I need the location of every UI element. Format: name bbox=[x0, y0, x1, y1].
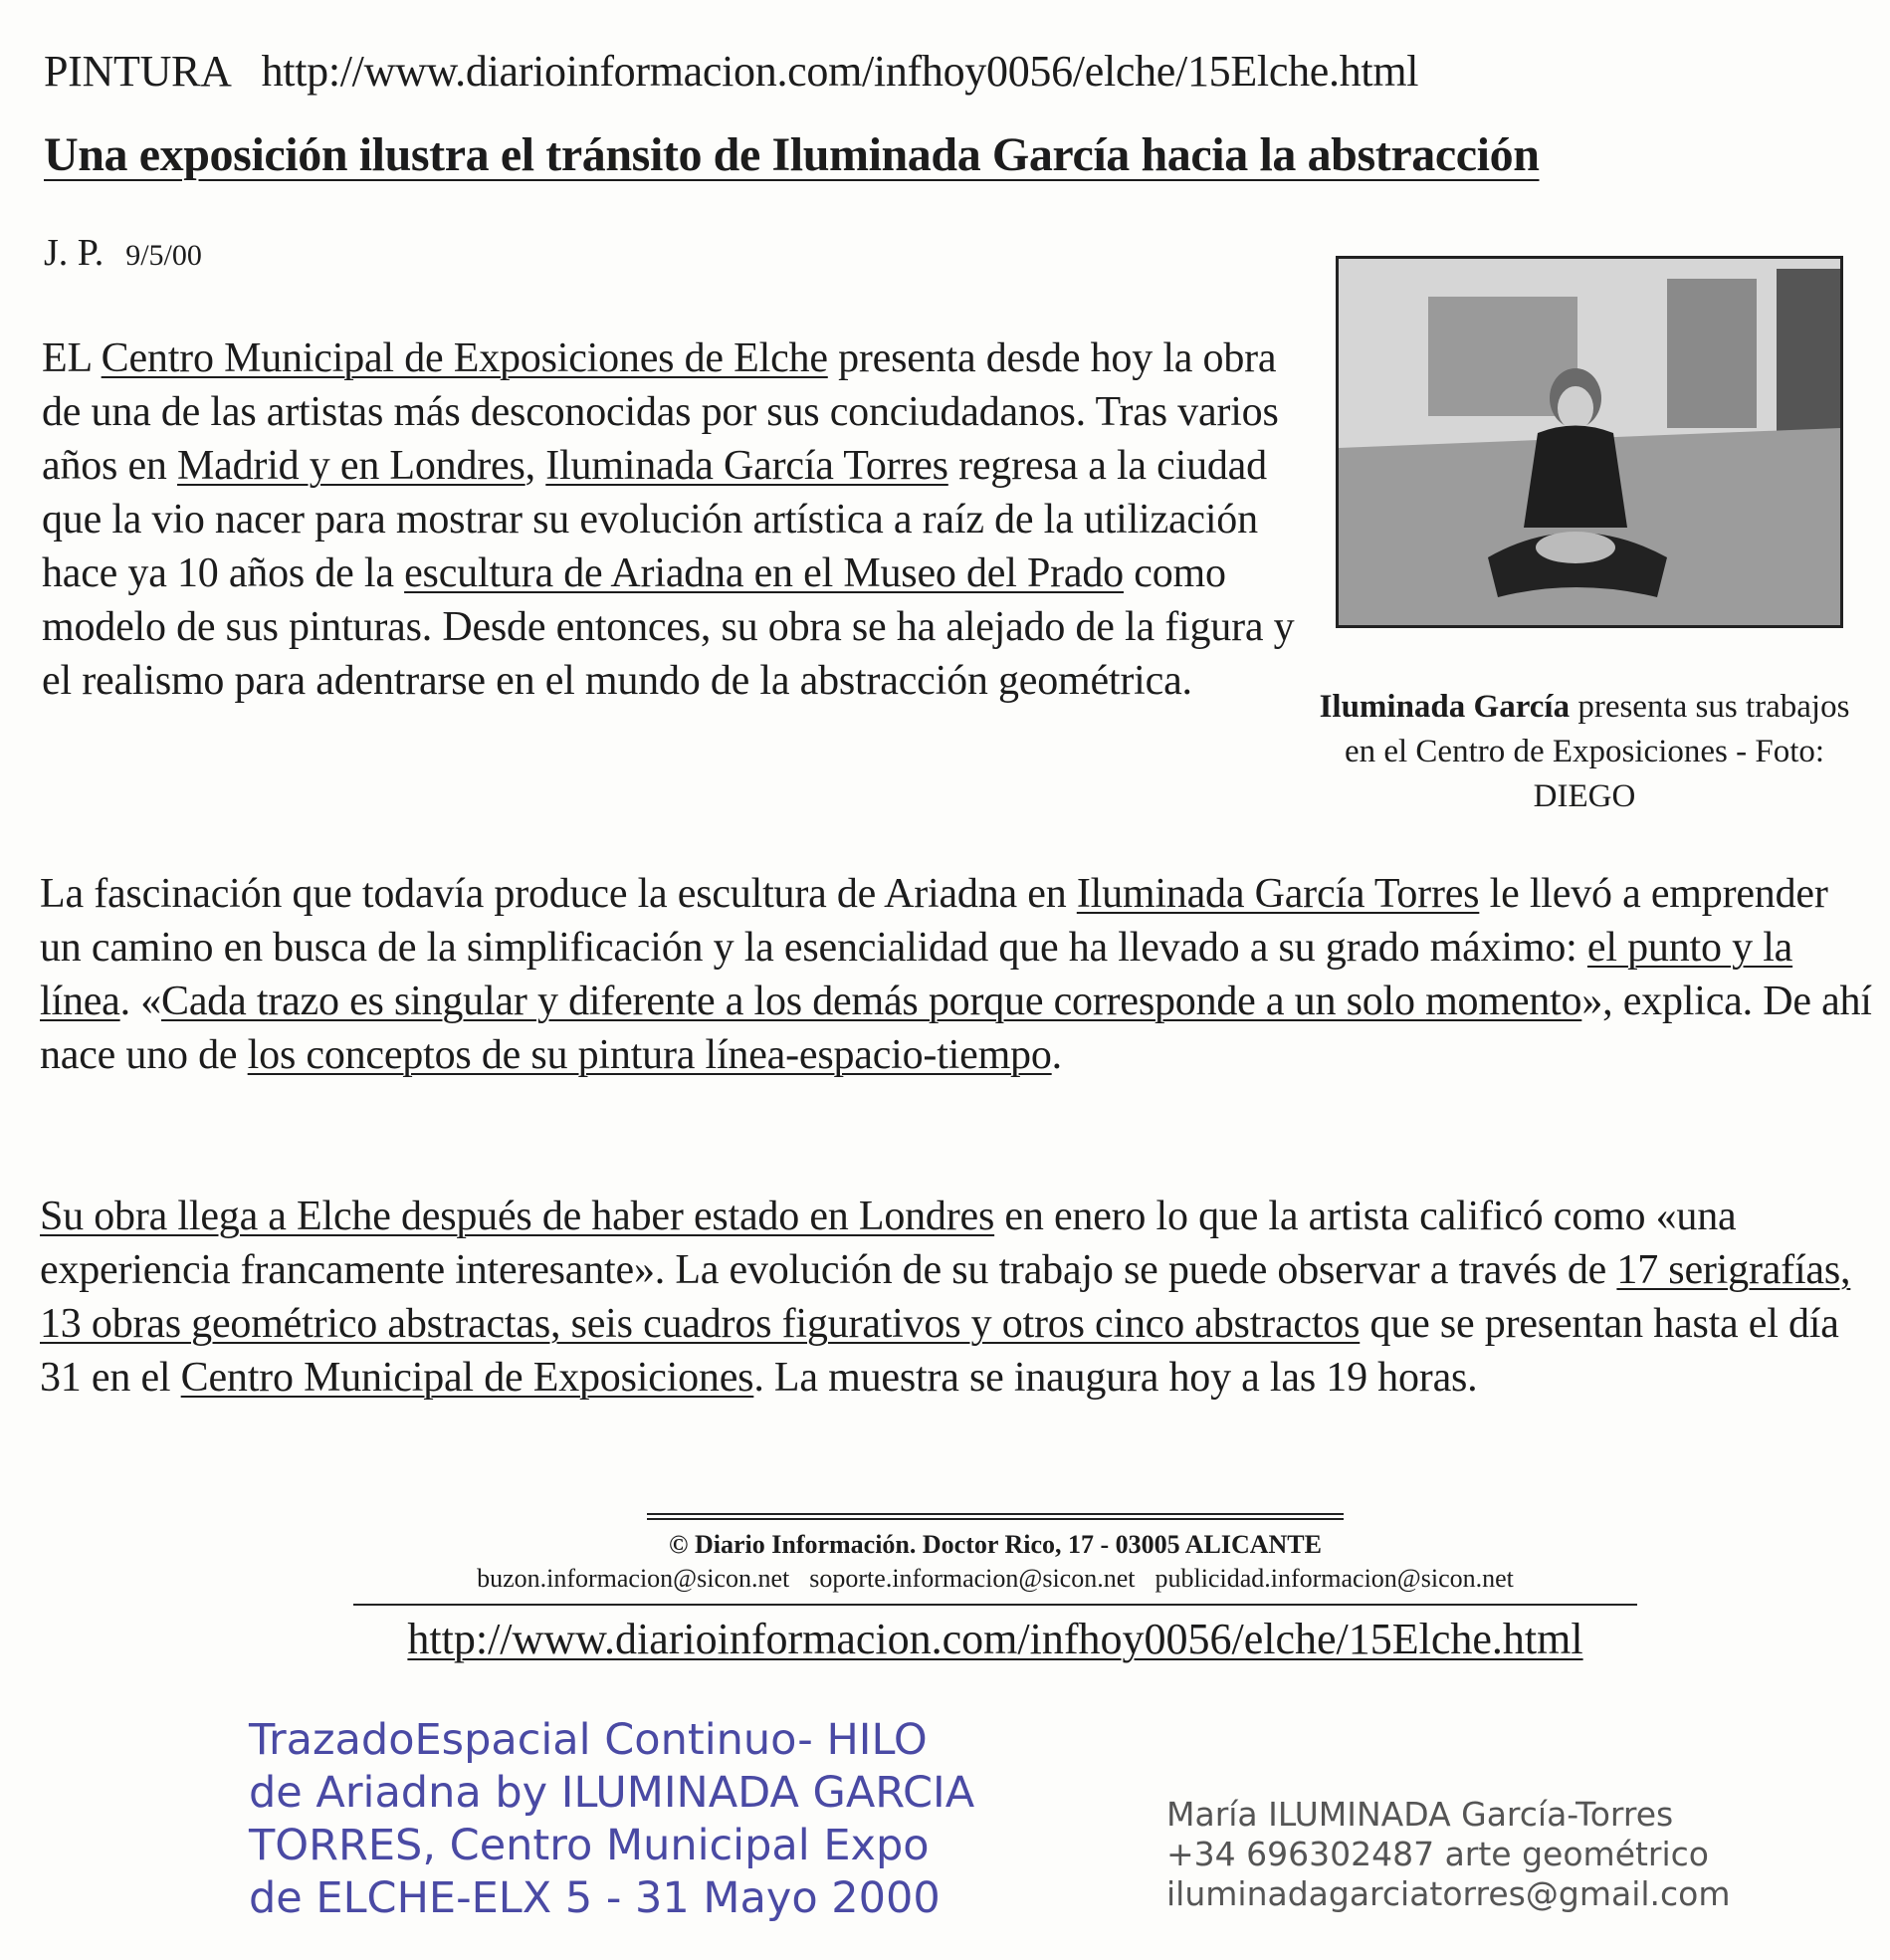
text-span: , bbox=[525, 443, 546, 489]
paragraph-1 bbox=[42, 331, 1306, 708]
underlined-phrase: Centro Municipal de Exposiciones de Elche bbox=[101, 335, 828, 381]
caption-text: presenta sus trabajos en el Centro de Exposiciones - Foto: DIEGO bbox=[1344, 689, 1850, 814]
underlined-phrase: el punto y la línea bbox=[40, 925, 1793, 1024]
text-span: . « bbox=[119, 979, 162, 1024]
underlined-phrase: los conceptos de su pintura línea-espacio-tiempo bbox=[247, 1032, 1052, 1078]
photo-caption bbox=[1316, 685, 1853, 819]
author: J. P. bbox=[44, 232, 105, 274]
text-span: como modelo de sus pinturas. Desde entonces, su obra se ha alejado de la figura y el realismo para adentrarse en el mundo de la abstracción geométrica. bbox=[42, 550, 1295, 704]
underlined-phrase: Su obra llega a Elche después de haber estado en Londres bbox=[40, 1194, 995, 1239]
header-line bbox=[44, 46, 1418, 97]
headline: Una exposición ilustra el tránsito de Iluminada García hacia la abstracción bbox=[44, 128, 1540, 181]
text-span: . La muestra se inaugura hoy a las 19 horas. bbox=[753, 1355, 1478, 1401]
contact-email[interactable]: iluminadagarciatorres@gmail.com bbox=[1166, 1874, 1731, 1913]
email-link[interactable]: buzon.informacion@sicon.net bbox=[477, 1564, 790, 1593]
paragraph-3 bbox=[40, 1190, 1873, 1405]
text-span: », explica. De ahí nace uno de bbox=[40, 979, 1872, 1078]
text-span: que se presentan hasta el día 31 en el bbox=[40, 1301, 1839, 1401]
byline bbox=[44, 231, 202, 275]
underlined-phrase: Centro Municipal de Exposiciones bbox=[180, 1355, 754, 1401]
paragraph-2 bbox=[40, 867, 1873, 1082]
footer bbox=[338, 1513, 1652, 1664]
footer-double-rule bbox=[647, 1513, 1344, 1520]
text-span: en enero lo que la artista calificó como «una experiencia francamente interesante». La evolución de su trabajo se puede observar a través de bbox=[40, 1194, 1737, 1293]
underlined-phrase: Cada trazo es singular y diferente a los demás porque corresponde a un solo momento bbox=[161, 979, 1582, 1024]
text-span: EL bbox=[42, 335, 102, 381]
photo-illustration bbox=[1339, 259, 1840, 625]
text-span: regresa a la ciudad que la vio nacer para mostrar su evolución artística a raíz de la utilización hace ya 10 años de la bbox=[42, 443, 1267, 596]
underlined-phrase: Iluminada García Torres bbox=[1076, 871, 1480, 917]
email-link[interactable]: publicidad.informacion@sicon.net bbox=[1155, 1564, 1514, 1593]
underlined-phrase: Madrid y en Londres bbox=[177, 443, 525, 489]
underlined-phrase: escultura de Ariadna en el Museo del Prado bbox=[404, 550, 1124, 596]
artist-photo bbox=[1336, 256, 1843, 628]
handwritten-style-note: TrazadoEspacial Continuo- HILO de Ariadna by ILUMINADA GARCIA TORRES, Centro Municipal Expo de ELCHE-ELX 5 - 31 Mayo 2000 bbox=[249, 1715, 975, 1923]
underlined-phrase: Iluminada García Torres bbox=[545, 443, 948, 489]
footer-rule bbox=[353, 1604, 1637, 1606]
text-span: . bbox=[1051, 1032, 1062, 1078]
caption-name: Iluminada García bbox=[1319, 689, 1571, 725]
contact-block bbox=[1166, 1795, 1863, 1914]
underlined-phrase: 17 serigrafías, 13 obras geométrico abstractas, seis cuadros figurativos y otros cinco abstractos bbox=[40, 1247, 1851, 1347]
contact-phone: +34 696302487 arte geométrico bbox=[1166, 1835, 1709, 1873]
text-span: presenta desde hoy la obra de una de las artistas más desconocidas por sus conciudadanos. Tras varios años en bbox=[42, 335, 1279, 489]
source-url[interactable]: http://www.diarioinformacion.com/infhoy0056/elche/15Elche.html bbox=[261, 47, 1419, 96]
text-span: le llevó a emprender un camino en busca de la simplificación y la esencialidad que ha llevado a su grado máximo: bbox=[40, 871, 1828, 971]
footer-copyright: © Diario Información. Doctor Rico, 17 - 03005 ALICANTE bbox=[669, 1530, 1322, 1559]
section-label: PINTURA bbox=[44, 47, 232, 96]
email-link[interactable]: soporte.informacion@sicon.net bbox=[809, 1564, 1136, 1593]
contact-name: María ILUMINADA García-Torres bbox=[1166, 1795, 1674, 1834]
publication-date: 9/5/00 bbox=[125, 239, 202, 272]
footer-url[interactable]: http://www.diarioinformacion.com/infhoy0056/elche/15Elche.html bbox=[407, 1615, 1583, 1663]
footer-emails bbox=[338, 1564, 1652, 1594]
text-span: La fascinación que todavía produce la escultura de Ariadna en bbox=[40, 871, 1077, 917]
